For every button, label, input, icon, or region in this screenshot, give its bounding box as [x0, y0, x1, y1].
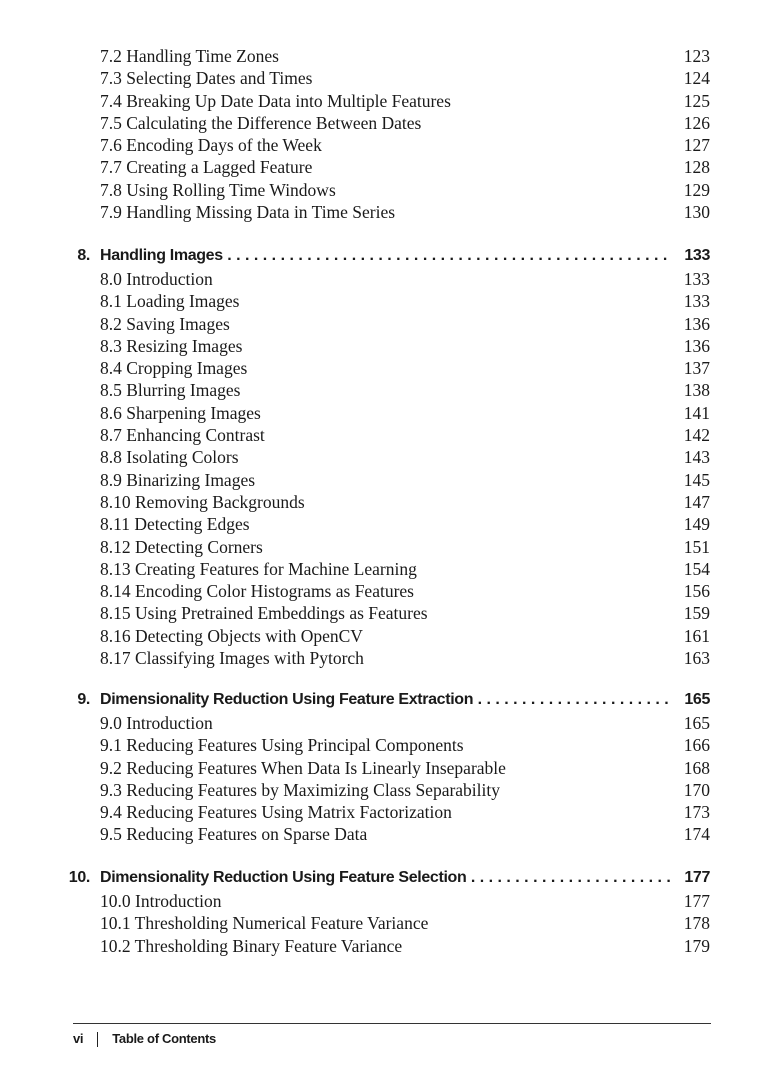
chapter-10 [0, 866, 779, 957]
toc-entry[interactable] [0, 268, 779, 290]
footer-rule [73, 1023, 711, 1024]
toc-entry[interactable] [0, 179, 779, 201]
chapter-title: Handling Images . . . [100, 244, 671, 268]
entry-title: 7.5 Calculating the Difference Between Dates [100, 112, 422, 133]
entry-page: 133 [683, 291, 710, 312]
toc-entry[interactable] [0, 313, 779, 335]
chapter-number: 8. [77, 247, 90, 264]
toc-entry[interactable] [0, 424, 779, 446]
chapter-number: 10. [68, 869, 90, 886]
entry-page: 145 [683, 469, 710, 490]
entry-title: 7.3 Selecting Dates and Times [100, 68, 313, 89]
entry-page: 159 [683, 603, 710, 624]
entry-title: 8.8 Isolating Colors [100, 447, 239, 468]
entry-title: 9.5 Reducing Features on Sparse Data [100, 824, 368, 845]
toc-entry[interactable] [0, 357, 779, 379]
entry-title: 8.17 Classifying Images with Pytorch [100, 648, 364, 669]
toc-entry[interactable] [0, 335, 779, 357]
entry-page: 142 [683, 425, 710, 446]
entry-title: 7.4 Breaking Up Date Data into Multiple Features [100, 90, 451, 111]
toc-entry[interactable] [0, 112, 779, 134]
toc-entry[interactable] [0, 446, 779, 468]
entry-page: 147 [683, 491, 710, 512]
toc-entry[interactable] [0, 201, 779, 223]
page-footer [73, 1030, 216, 1048]
toc-entry[interactable] [0, 647, 779, 669]
toc-entry[interactable] [0, 379, 779, 401]
entry-title: 8.6 Sharpening Images [100, 402, 261, 423]
entry-title: 8.11 Detecting Edges [100, 514, 250, 535]
entry-title: 7.9 Handling Missing Data in Time Series [100, 202, 396, 223]
toc-entry[interactable] [0, 513, 779, 535]
entry-page: 179 [683, 935, 710, 956]
toc-entry[interactable] [0, 757, 779, 779]
toc-entry[interactable] [0, 290, 779, 312]
entry-page: 136 [683, 313, 710, 334]
entry-title: 8.3 Resizing Images [100, 335, 243, 356]
entry-title: 8.13 Creating Features for Machine Learning [100, 558, 417, 579]
entry-title: 8.0 Introduction [100, 269, 213, 289]
toc-entry[interactable] [0, 823, 779, 845]
entry-page: 168 [683, 757, 710, 778]
toc-entry[interactable] [0, 45, 779, 67]
entry-page: 174 [683, 824, 710, 845]
toc-entry[interactable] [0, 491, 779, 513]
chapter-title: Dimensionality Reduction Using Feature Selection . . . [100, 866, 671, 890]
entry-page: 149 [683, 514, 710, 535]
entry-title: 9.0 Introduction [100, 713, 213, 733]
chapter-number: 9. [77, 691, 90, 708]
entry-title: 8.7 Enhancing Contrast [100, 425, 265, 446]
entry-title: 8.16 Detecting Objects with OpenCV [100, 625, 363, 646]
toc-entry[interactable] [0, 602, 779, 624]
entry-title: 10.2 Thresholding Binary Feature Variance [100, 935, 403, 956]
toc-entry[interactable] [0, 734, 779, 756]
entry-page: 141 [683, 402, 710, 423]
chapter-9 [0, 688, 779, 846]
entry-title: 10.0 Introduction [100, 891, 222, 911]
toc-entry[interactable] [0, 156, 779, 178]
chapter-page: 133 [684, 247, 710, 264]
chapter-heading[interactable] [0, 866, 779, 890]
entry-page: 143 [683, 447, 710, 468]
entry-title: 7.6 Encoding Days of the Week [100, 135, 322, 156]
entry-page: 137 [683, 358, 710, 379]
entry-page: 177 [683, 891, 710, 911]
entry-title: 8.10 Removing Backgrounds [100, 491, 305, 512]
toc-entry[interactable] [0, 779, 779, 801]
chapter-7-sections [0, 45, 779, 223]
chapter-page: 165 [684, 691, 710, 708]
page-number: vi [73, 1031, 84, 1046]
entry-page: 136 [683, 335, 710, 356]
entry-page: 124 [683, 68, 710, 89]
toc-entry[interactable] [0, 134, 779, 156]
entry-page: 127 [683, 135, 710, 156]
entry-page: 129 [683, 179, 710, 200]
entry-title: 8.14 Encoding Color Histograms as Features [100, 581, 414, 602]
entry-title: 8.5 Blurring Images [100, 380, 241, 401]
footer-separator [97, 1032, 98, 1047]
toc-entry[interactable] [0, 469, 779, 491]
toc-entry[interactable] [0, 625, 779, 647]
toc-entry[interactable] [0, 712, 779, 734]
entry-title: 9.2 Reducing Features When Data Is Linearly Inseparable [100, 757, 506, 778]
chapter-page: 177 [684, 869, 710, 886]
entry-title: 9.1 Reducing Features Using Principal Components [100, 735, 464, 756]
entry-page: 130 [683, 202, 710, 223]
entry-page: 166 [683, 735, 710, 756]
entry-title: 8.4 Cropping Images [100, 358, 248, 379]
toc-entry[interactable] [0, 580, 779, 602]
toc-entry[interactable] [0, 402, 779, 424]
toc-entry[interactable] [0, 536, 779, 558]
entry-title: 7.7 Creating a Lagged Feature [100, 157, 313, 178]
toc-entry[interactable] [0, 912, 779, 934]
entry-page: 165 [683, 713, 710, 733]
running-title: Table of Contents [112, 1031, 216, 1046]
entry-page: 125 [683, 90, 710, 111]
toc-entry[interactable] [0, 935, 779, 957]
chapter-title: Dimensionality Reduction Using Feature Extraction . . . [100, 688, 671, 712]
toc-entry[interactable] [0, 890, 779, 912]
entry-title: 7.2 Handling Time Zones [100, 46, 279, 66]
entry-page: 151 [683, 536, 710, 557]
entry-page: 173 [683, 802, 710, 823]
entry-page: 154 [683, 558, 710, 579]
entry-title: 10.1 Thresholding Numerical Feature Variance [100, 913, 429, 934]
entry-page: 170 [683, 779, 710, 800]
entry-page: 123 [683, 46, 710, 66]
entry-title: 8.9 Binarizing Images [100, 469, 256, 490]
toc-entry[interactable] [0, 90, 779, 112]
entry-title: 7.8 Using Rolling Time Windows [100, 179, 336, 200]
entry-page: 133 [683, 269, 710, 289]
toc-entry[interactable] [0, 801, 779, 823]
entry-title: 8.15 Using Pretrained Embeddings as Features [100, 603, 428, 624]
chapter-heading[interactable] [0, 244, 779, 268]
chapter-8 [0, 244, 779, 669]
entry-page: 128 [683, 157, 710, 178]
entry-page: 156 [683, 581, 710, 602]
chapter-heading[interactable] [0, 688, 779, 712]
entry-title: 9.3 Reducing Features by Maximizing Class Separability [100, 779, 501, 800]
entry-page: 178 [683, 913, 710, 934]
entry-title: 8.1 Loading Images [100, 291, 240, 312]
entry-page: 161 [683, 625, 710, 646]
entry-page: 138 [683, 380, 710, 401]
entry-page: 163 [683, 648, 710, 669]
entry-title: 8.12 Detecting Corners [100, 536, 263, 557]
toc-entry[interactable] [0, 67, 779, 89]
entry-title: 9.4 Reducing Features Using Matrix Factorization [100, 802, 452, 823]
entry-title: 8.2 Saving Images [100, 313, 230, 334]
entry-page: 126 [683, 112, 710, 133]
toc-entry[interactable] [0, 558, 779, 580]
